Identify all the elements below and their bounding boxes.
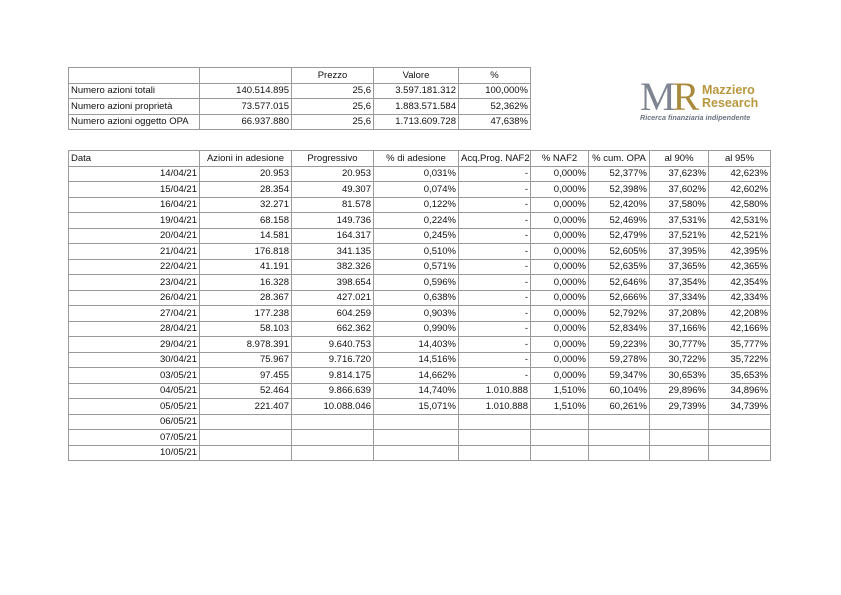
daily-adhesion-pct-cell: 0,990% [374,321,459,337]
daily-header-cell: Azioni in adesione [200,151,292,167]
daily-to-95-pct-cell: 34,896% [709,383,771,399]
daily-naf2-progressive-cell: - [459,166,531,182]
daily-to-90-pct-cell: 37,208% [650,306,709,322]
daily-date-cell: 30/04/21 [69,352,200,368]
daily-to-95-pct-cell: 42,602% [709,182,771,198]
daily-progressive-cell: 9.866.639 [292,383,374,399]
daily-cum-opa-pct-cell: 60,104% [589,383,650,399]
summary-value: 1.713.609.728 [374,114,459,130]
daily-cum-opa-pct-cell: 52,377% [589,166,650,182]
daily-shares-adhering-cell: 20.953 [200,166,292,182]
daily-naf2-progressive-cell: - [459,306,531,322]
daily-shares-adhering-cell: 16.328 [200,275,292,291]
daily-progressive-cell: 662.362 [292,321,374,337]
daily-cum-opa-pct-cell: 60,261% [589,399,650,415]
daily-adhesion-table [68,150,771,461]
logo-name-line2: Research [702,96,759,110]
logo-tagline: Ricerca finanziaria indipendente [640,113,751,122]
daily-progressive-cell: 9.814.175 [292,368,374,384]
daily-date-cell: 19/04/21 [69,213,200,229]
daily-adhesion-pct-cell: 15,071% [374,399,459,415]
daily-progressive-cell: 9.640.753 [292,337,374,353]
summary-header-cell [200,68,292,84]
daily-to-95-pct-cell: 34,739% [709,399,771,415]
daily-to-90-pct-cell: 37,521% [650,228,709,244]
daily-naf2-progressive-cell: - [459,368,531,384]
daily-to-90-pct-cell: 29,739% [650,399,709,415]
daily-cum-opa-pct-cell: 52,469% [589,213,650,229]
daily-adhesion-pct-cell: 0,571% [374,259,459,275]
daily-progressive-cell: 341.135 [292,244,374,260]
daily-naf2-progressive-cell: - [459,182,531,198]
daily-naf2-progressive-cell [459,445,531,461]
summary-value: 1.883.571.584 [374,99,459,115]
daily-to-95-pct-cell: 35,653% [709,368,771,384]
daily-progressive-cell: 398.654 [292,275,374,291]
daily-naf2-progressive-cell: 1.010.888 [459,399,531,415]
daily-date-cell: 28/04/21 [69,321,200,337]
daily-row [69,182,771,198]
mazziero-research-logo [640,74,770,124]
daily-to-90-pct-cell: 37,334% [650,290,709,306]
daily-row [69,259,771,275]
daily-cum-opa-pct-cell: 52,420% [589,197,650,213]
daily-adhesion-pct-cell: 0,510% [374,244,459,260]
daily-progressive-cell: 382.326 [292,259,374,275]
daily-naf2-progressive-cell: - [459,228,531,244]
daily-to-90-pct-cell: 30,653% [650,368,709,384]
daily-row [69,244,771,260]
daily-date-cell: 16/04/21 [69,197,200,213]
daily-date-cell: 14/04/21 [69,166,200,182]
daily-to-90-pct-cell [650,430,709,446]
daily-naf2-progressive-cell: - [459,275,531,291]
daily-progressive-cell: 49.307 [292,182,374,198]
daily-naf2-pct-cell: 0,000% [531,275,589,291]
daily-to-95-pct-cell: 42,208% [709,306,771,322]
daily-row [69,290,771,306]
daily-row [69,383,771,399]
daily-to-95-pct-cell: 35,777% [709,337,771,353]
logo-mark-r: R [672,74,697,119]
daily-naf2-pct-cell: 0,000% [531,228,589,244]
daily-header-cell: Progressivo [292,151,374,167]
daily-naf2-pct-cell: 0,000% [531,290,589,306]
daily-cum-opa-pct-cell [589,445,650,461]
daily-cum-opa-pct-cell: 52,666% [589,290,650,306]
summary-shares: 73.577.015 [200,99,292,115]
logo-mark-m: M [640,74,673,119]
summary-table [68,67,531,130]
daily-adhesion-pct-cell: 0,122% [374,197,459,213]
daily-naf2-pct-cell: 0,000% [531,244,589,260]
daily-to-90-pct-cell: 37,623% [650,166,709,182]
logo-mark [640,74,697,119]
daily-to-95-pct-cell: 42,166% [709,321,771,337]
daily-to-90-pct-cell: 37,602% [650,182,709,198]
daily-date-cell: 23/04/21 [69,275,200,291]
daily-naf2-pct-cell: 0,000% [531,182,589,198]
daily-progressive-cell [292,414,374,430]
summary-pct: 52,362% [459,99,531,115]
daily-row [69,275,771,291]
summary-label: Numero azioni proprietà [69,99,200,115]
summary-label: Numero azioni totali [69,83,200,99]
daily-header-cell: % di adesione [374,151,459,167]
daily-progressive-cell: 10.088.046 [292,399,374,415]
summary-value: 3.597.181.312 [374,83,459,99]
daily-to-95-pct-cell: 42,623% [709,166,771,182]
daily-naf2-pct-cell: 0,000% [531,166,589,182]
daily-cum-opa-pct-cell [589,414,650,430]
daily-date-cell: 04/05/21 [69,383,200,399]
daily-to-95-pct-cell: 42,334% [709,290,771,306]
daily-row [69,445,771,461]
summary-row [69,83,531,99]
daily-cum-opa-pct-cell: 52,646% [589,275,650,291]
daily-naf2-pct-cell [531,445,589,461]
daily-cum-opa-pct-cell: 52,834% [589,321,650,337]
summary-shares: 140.514.895 [200,83,292,99]
summary-header-row [69,68,531,84]
summary-price: 25,6 [292,83,374,99]
daily-naf2-progressive-cell: - [459,197,531,213]
daily-naf2-pct-cell: 0,000% [531,306,589,322]
daily-naf2-pct-cell: 1,510% [531,399,589,415]
daily-to-90-pct-cell: 37,395% [650,244,709,260]
daily-row [69,414,771,430]
daily-naf2-progressive-cell [459,430,531,446]
summary-label: Numero azioni oggetto OPA [69,114,200,130]
daily-to-90-pct-cell [650,445,709,461]
daily-naf2-progressive-cell: - [459,321,531,337]
daily-row [69,197,771,213]
daily-shares-adhering-cell [200,430,292,446]
daily-cum-opa-pct-cell: 52,398% [589,182,650,198]
daily-date-cell: 20/04/21 [69,228,200,244]
daily-naf2-pct-cell: 0,000% [531,197,589,213]
daily-progressive-cell: 81.578 [292,197,374,213]
daily-to-90-pct-cell [650,414,709,430]
daily-date-cell: 22/04/21 [69,259,200,275]
daily-header-cell: % NAF2 [531,151,589,167]
daily-progressive-cell: 427.021 [292,290,374,306]
daily-progressive-cell: 149.736 [292,213,374,229]
daily-progressive-cell: 604.259 [292,306,374,322]
daily-to-90-pct-cell: 37,166% [650,321,709,337]
daily-adhesion-pct-cell: 0,596% [374,275,459,291]
daily-date-cell: 10/05/21 [69,445,200,461]
daily-cum-opa-pct-cell: 59,347% [589,368,650,384]
daily-date-cell: 06/05/21 [69,414,200,430]
daily-date-cell: 05/05/21 [69,399,200,415]
daily-adhesion-pct-cell [374,430,459,446]
daily-progressive-cell: 20.953 [292,166,374,182]
summary-pct: 47,638% [459,114,531,130]
daily-header-cell: al 90% [650,151,709,167]
daily-shares-adhering-cell: 8.978.391 [200,337,292,353]
daily-row [69,228,771,244]
daily-shares-adhering-cell: 176.818 [200,244,292,260]
daily-row [69,306,771,322]
daily-row [69,368,771,384]
daily-to-90-pct-cell: 29,896% [650,383,709,399]
daily-to-95-pct-cell: 42,395% [709,244,771,260]
summary-row [69,114,531,130]
daily-cum-opa-pct-cell: 52,792% [589,306,650,322]
summary-pct: 100,000% [459,83,531,99]
daily-adhesion-pct-cell: 14,516% [374,352,459,368]
daily-naf2-pct-cell [531,430,589,446]
daily-to-95-pct-cell: 42,531% [709,213,771,229]
daily-adhesion-pct-cell: 0,638% [374,290,459,306]
summary-header-cell: Prezzo [292,68,374,84]
daily-date-cell: 27/04/21 [69,306,200,322]
daily-shares-adhering-cell: 221.407 [200,399,292,415]
daily-date-cell: 29/04/21 [69,337,200,353]
daily-naf2-progressive-cell: - [459,337,531,353]
daily-shares-adhering-cell: 52.464 [200,383,292,399]
summary-shares: 66.937.880 [200,114,292,130]
daily-naf2-pct-cell: 0,000% [531,213,589,229]
daily-to-90-pct-cell: 30,722% [650,352,709,368]
daily-progressive-cell: 9.716.720 [292,352,374,368]
daily-naf2-pct-cell: 0,000% [531,259,589,275]
daily-shares-adhering-cell: 75.967 [200,352,292,368]
daily-naf2-progressive-cell: - [459,290,531,306]
daily-to-95-pct-cell [709,445,771,461]
daily-cum-opa-pct-cell [589,430,650,446]
daily-shares-adhering-cell [200,445,292,461]
daily-shares-adhering-cell: 97.455 [200,368,292,384]
daily-naf2-progressive-cell: 1.010.888 [459,383,531,399]
daily-to-90-pct-cell: 37,354% [650,275,709,291]
summary-price: 25,6 [292,114,374,130]
daily-to-95-pct-cell: 42,521% [709,228,771,244]
daily-adhesion-pct-cell: 14,740% [374,383,459,399]
daily-row [69,337,771,353]
daily-progressive-cell: 164.317 [292,228,374,244]
logo-name-line1: Mazziero [702,83,755,97]
daily-to-95-pct-cell: 42,354% [709,275,771,291]
daily-shares-adhering-cell: 68.158 [200,213,292,229]
logo-name [702,84,758,110]
daily-cum-opa-pct-cell: 59,278% [589,352,650,368]
daily-naf2-progressive-cell: - [459,259,531,275]
daily-to-90-pct-cell: 37,365% [650,259,709,275]
summary-header-cell [69,68,200,84]
daily-shares-adhering-cell: 28.354 [200,182,292,198]
daily-naf2-pct-cell [531,414,589,430]
daily-cum-opa-pct-cell: 52,635% [589,259,650,275]
daily-header-row [69,151,771,167]
daily-row [69,321,771,337]
daily-to-90-pct-cell: 37,580% [650,197,709,213]
daily-shares-adhering-cell: 28.367 [200,290,292,306]
daily-adhesion-pct-cell: 0,224% [374,213,459,229]
daily-header-cell: al 95% [709,151,771,167]
daily-date-cell: 15/04/21 [69,182,200,198]
daily-date-cell: 03/05/21 [69,368,200,384]
daily-to-90-pct-cell: 37,531% [650,213,709,229]
summary-price: 25,6 [292,99,374,115]
daily-naf2-pct-cell: 1,510% [531,383,589,399]
daily-progressive-cell [292,430,374,446]
daily-to-95-pct-cell: 42,580% [709,197,771,213]
daily-shares-adhering-cell [200,414,292,430]
daily-shares-adhering-cell: 58.103 [200,321,292,337]
daily-to-90-pct-cell: 30,777% [650,337,709,353]
summary-header-cell: Valore [374,68,459,84]
daily-row [69,352,771,368]
daily-adhesion-pct-cell: 0,903% [374,306,459,322]
daily-row [69,399,771,415]
daily-adhesion-pct-cell: 14,662% [374,368,459,384]
daily-header-cell: Data [69,151,200,167]
daily-shares-adhering-cell: 32.271 [200,197,292,213]
daily-row [69,213,771,229]
daily-naf2-pct-cell: 0,000% [531,321,589,337]
daily-date-cell: 21/04/21 [69,244,200,260]
daily-adhesion-pct-cell [374,445,459,461]
daily-row [69,430,771,446]
daily-to-95-pct-cell: 42,365% [709,259,771,275]
daily-shares-adhering-cell: 41.191 [200,259,292,275]
daily-row [69,166,771,182]
daily-header-cell: Acq.Prog. NAF2 [459,151,531,167]
daily-adhesion-pct-cell [374,414,459,430]
daily-header-cell: % cum. OPA [589,151,650,167]
daily-shares-adhering-cell: 14.581 [200,228,292,244]
daily-cum-opa-pct-cell: 52,605% [589,244,650,260]
daily-naf2-pct-cell: 0,000% [531,352,589,368]
daily-adhesion-pct-cell: 0,074% [374,182,459,198]
daily-cum-opa-pct-cell: 52,479% [589,228,650,244]
daily-naf2-progressive-cell [459,414,531,430]
daily-adhesion-pct-cell: 0,245% [374,228,459,244]
daily-progressive-cell [292,445,374,461]
daily-naf2-progressive-cell: - [459,352,531,368]
daily-to-95-pct-cell [709,414,771,430]
daily-naf2-progressive-cell: - [459,213,531,229]
daily-shares-adhering-cell: 177.238 [200,306,292,322]
daily-date-cell: 07/05/21 [69,430,200,446]
summary-row [69,99,531,115]
daily-to-95-pct-cell: 35,722% [709,352,771,368]
daily-naf2-progressive-cell: - [459,244,531,260]
daily-to-95-pct-cell [709,430,771,446]
summary-header-cell: % [459,68,531,84]
daily-cum-opa-pct-cell: 59,223% [589,337,650,353]
daily-naf2-pct-cell: 0,000% [531,368,589,384]
daily-adhesion-pct-cell: 14,403% [374,337,459,353]
daily-date-cell: 26/04/21 [69,290,200,306]
daily-naf2-pct-cell: 0,000% [531,337,589,353]
daily-adhesion-pct-cell: 0,031% [374,166,459,182]
